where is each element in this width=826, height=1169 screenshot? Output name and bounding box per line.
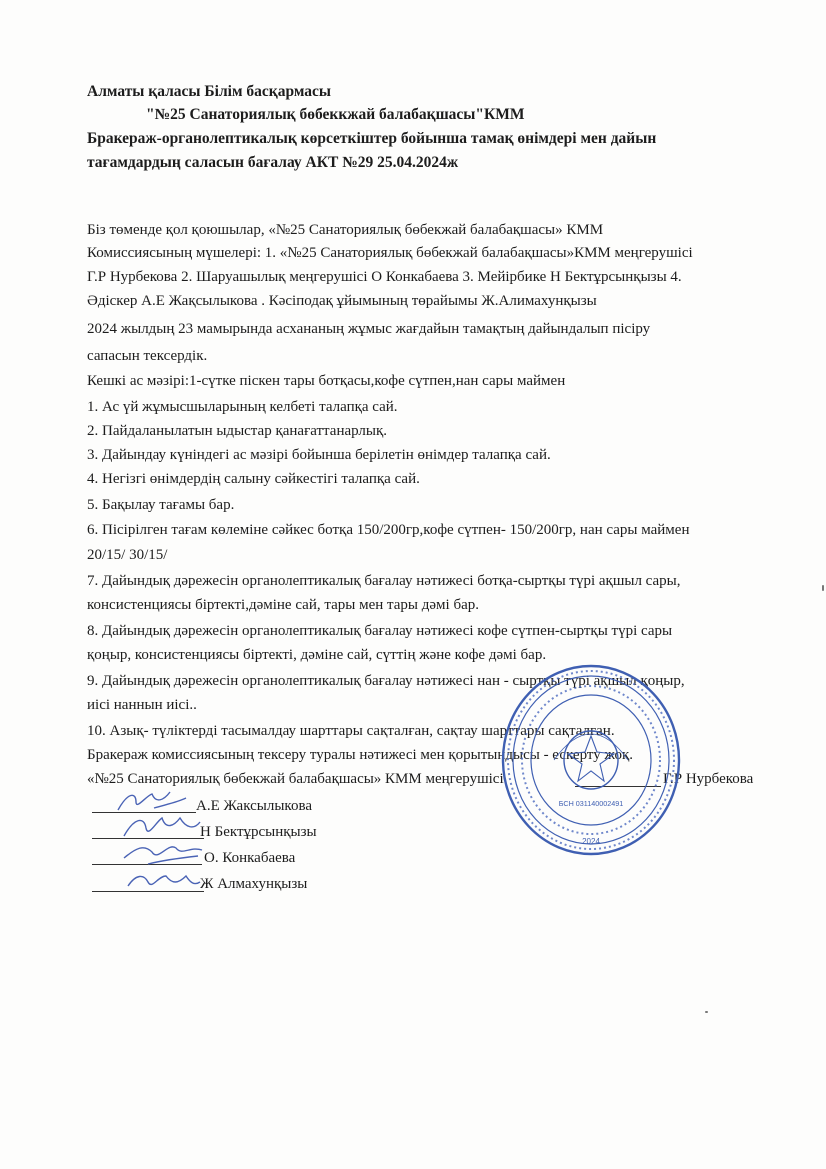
handwritten-signature (118, 838, 208, 868)
checklist-item: 20/15/ 30/15/ (87, 547, 168, 563)
checklist-item: 9. Дайындық дәрежесін органолептикалық бағалау нәтижесі нан - сыртқы түрі ақшыл қоңыр, (87, 673, 685, 689)
header-org: Алматы қаласы Білім басқармасы (87, 83, 332, 100)
act-title-line1: Бракераж-органолептикалық көрсеткіштер бойынша тамақ өнімдері мен дайын (87, 130, 657, 147)
stamp-number: БСН 031140002491 (558, 799, 624, 808)
conclusion-line: Бракераж комиссиясының тексеру туралы нәтижесі мен қорытындысы - ескерту жоқ. (87, 747, 634, 763)
checklist-item: 2. Пайдаланылатын ыдыстар қанағаттанарлық. (87, 423, 388, 439)
checklist-item: 8. Дайындық дәрежесін органолептикалық бағалау нәтижесі кофе сүтпен-сыртқы түрі сары (87, 623, 673, 639)
checklist-item: иісі наннын иісі.. (87, 697, 197, 713)
director-name: Г.Р Нурбекова (663, 771, 754, 787)
scan-speck (705, 1011, 708, 1013)
checklist-item: 4. Негізгі өнімдердің салыну сәйкестігі талапқа сай. (87, 471, 420, 487)
act-title-line2: тағамдардың саласын бағалау АКТ №29 25.04.2024ж (87, 154, 459, 171)
director-title: «№25 Санаториялық бөбекжай балабақшасы» КММ меңгерушісі (87, 771, 504, 787)
menu-line: Кешкі ас мәзірі:1-сүтке піскен тары ботқасы,кофе сүтпен,нан сары маймен (87, 373, 566, 389)
checklist-item: 3. Дайындау күніндегі ас мәзірі бойынша берілетін өнімдер талапқа сай. (87, 447, 551, 463)
checklist-item: 10. Азық- түліктерді тасымалдау шарттары сақталған, сақтау шарттары сақталған. (87, 723, 615, 739)
signatory-name: Ж Алмахунқызы (200, 876, 308, 892)
header-institution: "№25 Санаториялық бөбеккжай балабақшасы"КММ (146, 106, 525, 123)
body-line: Әдіскер А.Е Жақсылыкова . Кәсіподақ ұйымының төрайымы Ж.Алимахунқызы (87, 293, 597, 309)
scan-speck (822, 585, 824, 591)
body-line: 2024 жылдың 23 мамырында асхананың жұмыс жағдайын тамақтың дайындалып пісіру (87, 321, 651, 337)
checklist-item: қоңыр, консистенциясы біртекті, дәміне сай, сүттің және кофе дәмі бар. (87, 647, 547, 663)
signatory-name: О. Конкабаева (204, 850, 296, 866)
checklist-item: 7. Дайындық дәрежесін органолептикалық бағалау нәтижесі ботқа-сыртқы түрі ақшыл сары, (87, 573, 681, 589)
checklist-item: консистенциясы біртекті,дәміне сай, тары мен тары дәмі бар. (87, 597, 479, 613)
body-line: сапасын тексердік. (87, 348, 208, 364)
signatory-name: А.Е Жаксылыкова (196, 798, 313, 814)
stamp-year: 2024 (582, 837, 600, 846)
body-line: Г.Р Нурбекова 2. Шаруашылық меңгерушісі О Конкабаева 3. Мейірбике Н Бектұрсынқызы 4. (87, 269, 682, 285)
checklist-item: 6. Пісірілген тағам көлеміне сәйкес ботқа 150/200гр,кофе сүтпен- 150/200гр, нан сары маймен (87, 522, 690, 538)
official-stamp (496, 660, 686, 860)
body-line: Біз төменде қол қоюшылар, «№25 Санаториялық бөбекжай балабақшасы» КММ (87, 222, 604, 238)
body-line: Комиссиясының мүшелері: 1. «№25 Санаториялық бөбекжай балабақшасы»КММ меңгерушісі (87, 245, 693, 261)
handwritten-signature (122, 866, 202, 894)
checklist-item: 5. Бақылау тағамы бар. (87, 497, 235, 513)
signatory-name: Н Бектұрсынқызы (200, 824, 317, 840)
checklist-item: 1. Ас үй жұмысшыларының келбеті талапқа сай. (87, 399, 398, 415)
